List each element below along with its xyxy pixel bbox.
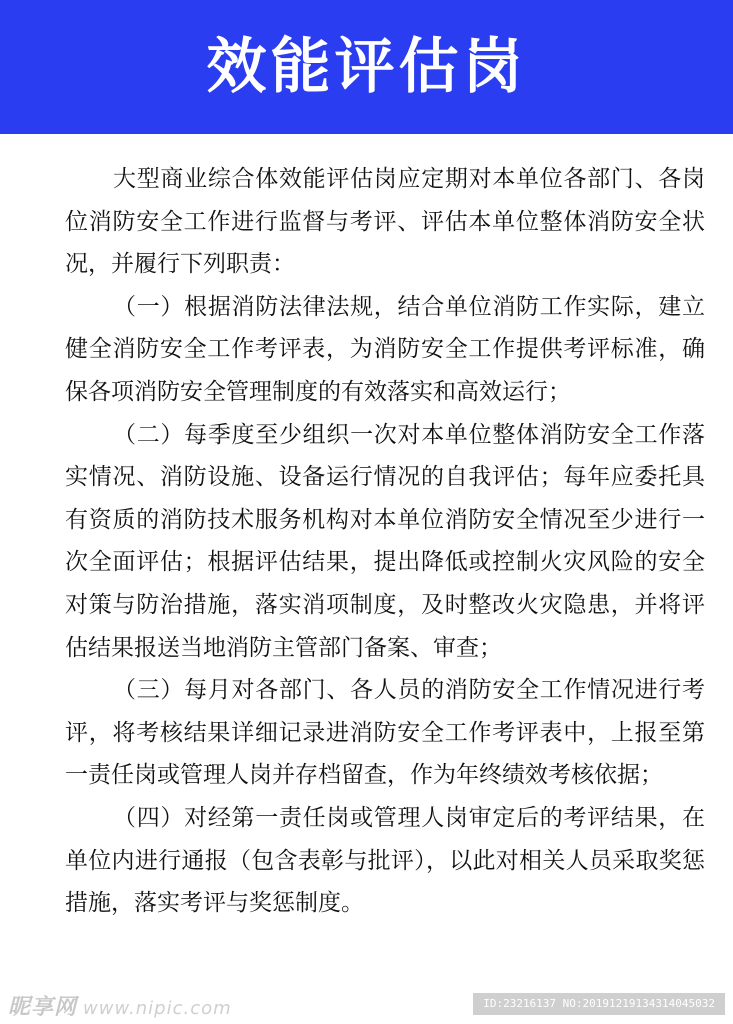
- duty-item-3: （三）每月对各部门、各人员的消防安全工作情况进行考评，将考核结果详细记录进消防安全工作考评表中，上报至第一责任岗或管理人岗并存档留查，作为年终绩效考核依据；: [65, 677, 705, 789]
- duty-item-4: （四）对经第一责任岗或管理人岗审定后的考评结果，在单位内进行通报（包含表彰与批评），以此对相关人员采取奖惩措施，落实考评与奖惩制度。: [65, 804, 705, 917]
- intro-paragraph: 大型商业综合体效能评估岗应定期对本单位各部门、各岗位消防安全工作进行监督与考评、评估本单位整体消防安全状况，并履行下列职责：: [65, 166, 705, 278]
- duty-item-2: （二）每季度至少组织一次对本单位整体消防安全工作落实情况、消防设施、设备运行情况的自我评估；每年应委托具有资质的消防技术服务机构对本单位消防安全情况至少进行一次全面评估；根据评估结果，提出降低或控制火灾风险的安全对策与防治措施，落实消项制度，及时整改火灾隐患，并将评估结果报送当地消防主管部门备案、审查；: [65, 421, 705, 661]
- watermark-brand: 昵享网: [8, 995, 78, 1020]
- document-body: [65, 158, 705, 925]
- watermark-site: www.nipic.com: [83, 998, 232, 1019]
- duty-item-1: （一）根据消防法律法规，结合单位消防工作实际，建立健全消防安全工作考评表，为消防安全工作提供考评标准，确保各项消防安全管理制度的有效落实和高效运行；: [65, 293, 705, 405]
- watermark-logo: [8, 990, 232, 1021]
- watermark-id: ID:23216137 NO:20191219134314045032: [473, 993, 725, 1015]
- page-title: 效能评估岗: [206, 32, 527, 102]
